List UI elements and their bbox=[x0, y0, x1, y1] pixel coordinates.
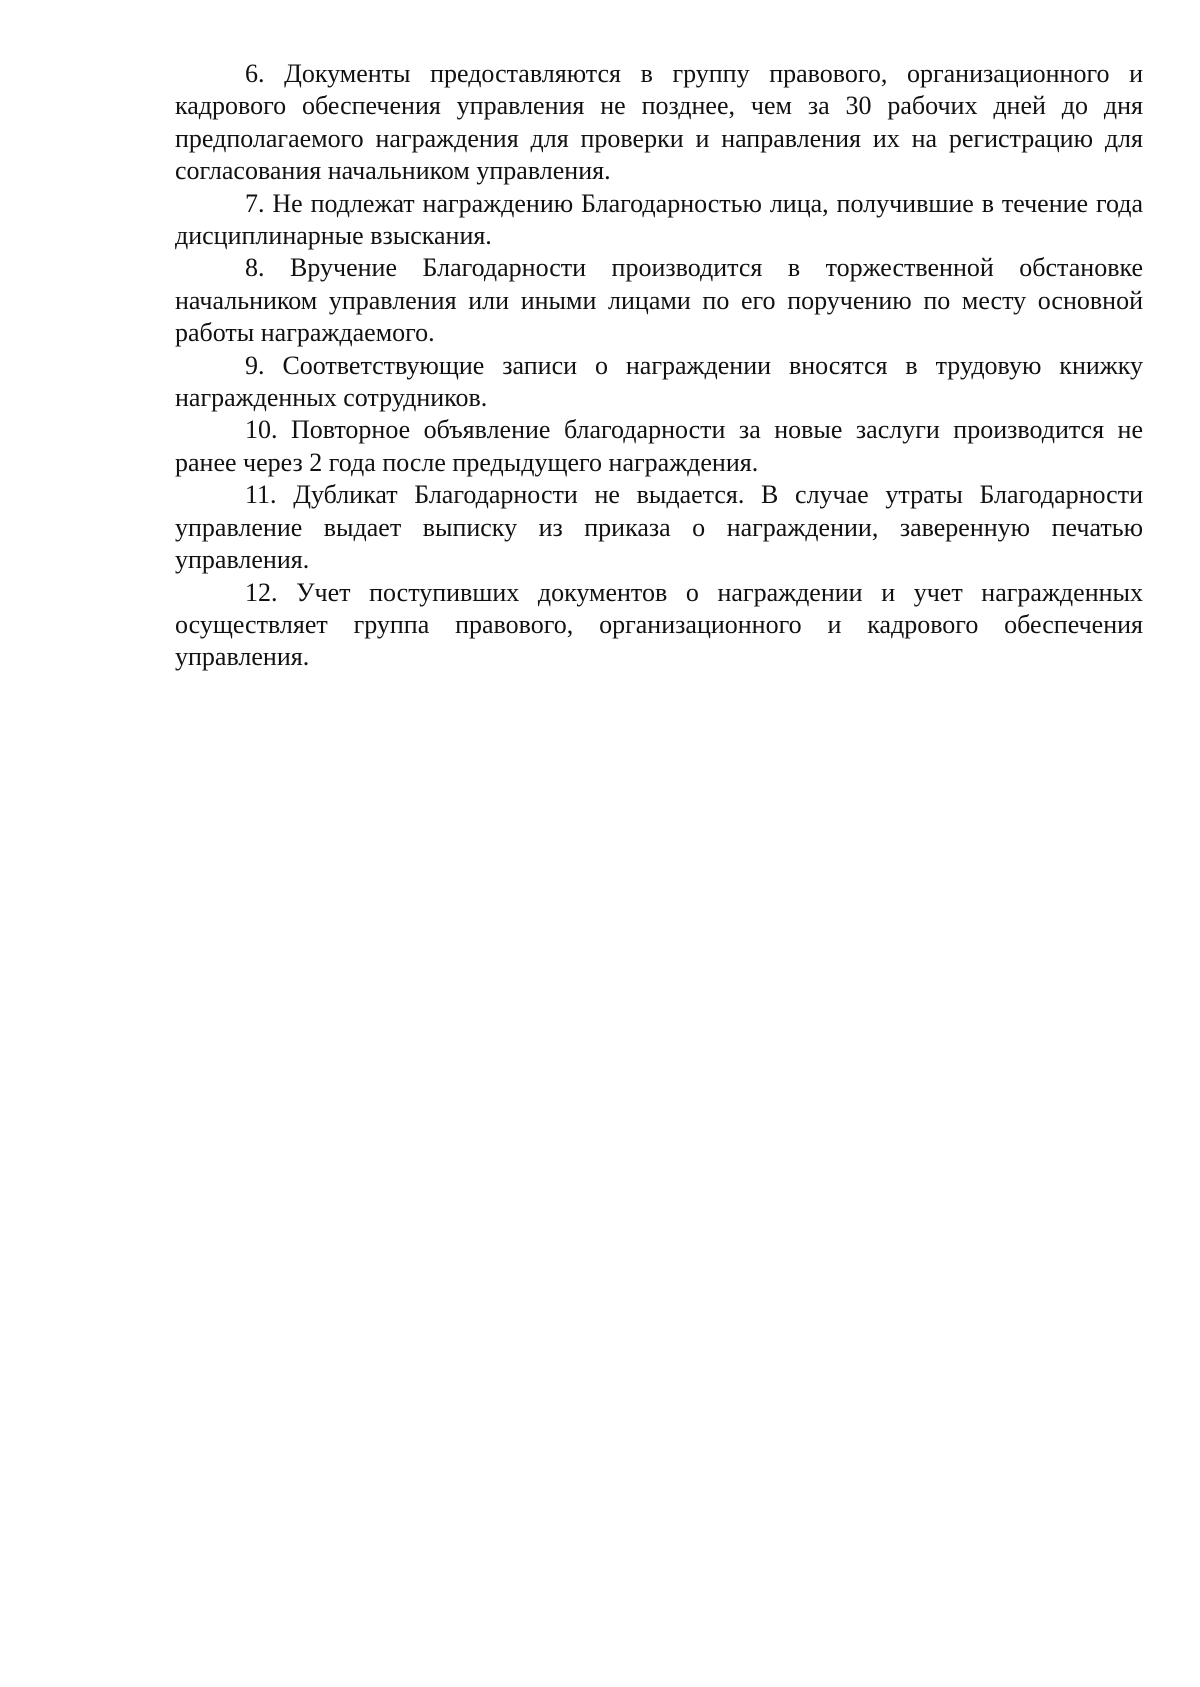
paragraph-8: 8. Вручение Благодарности производится в торжественной обстановке начальником управления или иными лицами по его поручению по месту основной работы награждаемого. bbox=[175, 253, 1143, 348]
paragraph-7: 7. Не подлежат награждению Благодарностью лица, получившие в течение года дисциплинарные взыскания. bbox=[175, 188, 1143, 251]
paragraph-12: 12. Учет поступивших документов о награждении и учет награжденных осуществляет группа правового, организационного и кадрового обеспечения управления. bbox=[175, 577, 1143, 672]
paragraph-9: 9. Соответствующие записи о награждении вносятся в трудовую книжку награжденных сотрудников. bbox=[175, 350, 1143, 413]
paragraph-6: 6. Документы предоставляются в группу правового, организационного и кадрового обеспечения управления не позднее, чем за 30 рабочих дней до дня предполагаемого награждения для проверки и направления их на регистрацию для согласования начальником управления. bbox=[175, 59, 1143, 186]
document-body bbox=[175, 58, 1143, 674]
paragraph-10: 10. Повторное объявление благодарности за новые заслуги производится не ранее через 2 года после предыдущего награждения. bbox=[175, 415, 1143, 477]
paragraph-11: 11. Дубликат Благодарности не выдается. В случае утраты Благодарности управление выдает выписку из приказа о награждении, заверенную печатью управления. bbox=[175, 480, 1143, 575]
